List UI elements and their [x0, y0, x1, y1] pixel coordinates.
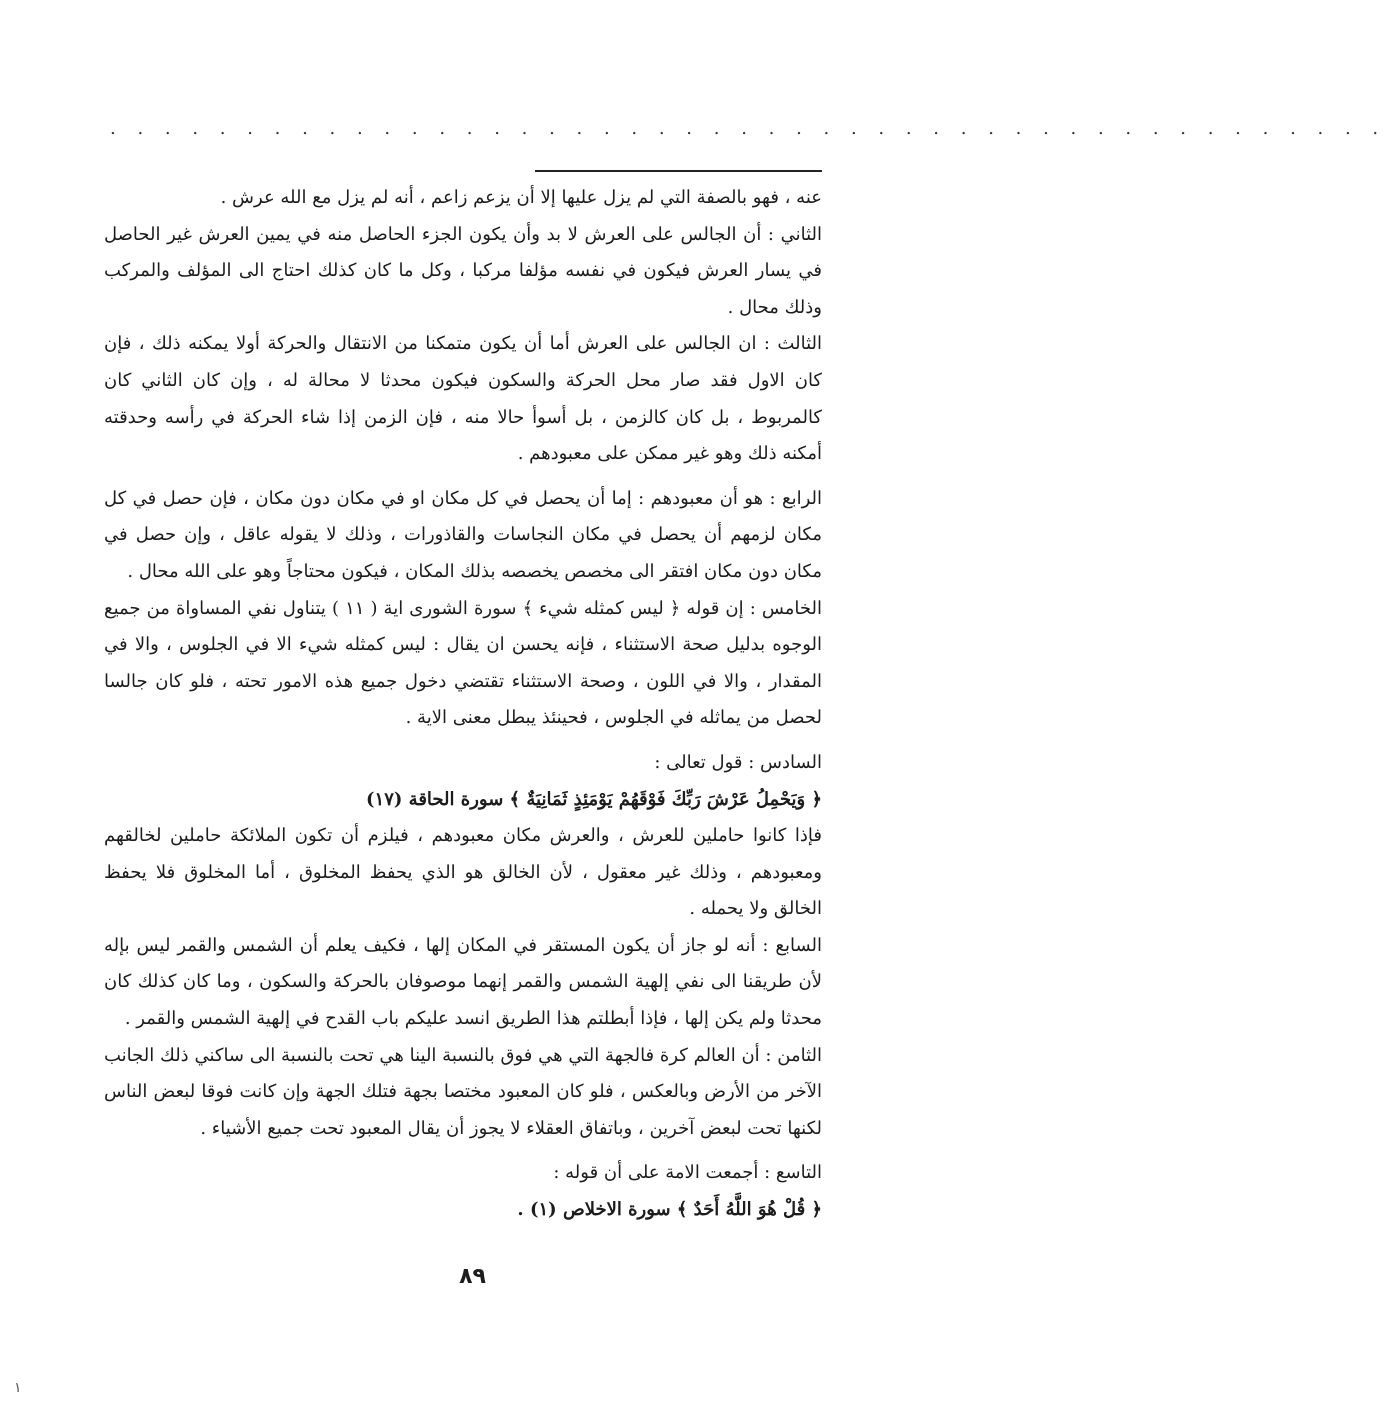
margin-mark: ١: [14, 1380, 22, 1396]
dotted-separator: . . . . . . . . . . . . . . . . . . . . . . . . . . . . . . . . . . . . . . . . . . . . . . .: [110, 118, 1386, 139]
page-number: ٨٩: [459, 1264, 486, 1289]
paragraph-ninth-intro: التاسع : أجمعت الامة على أن قوله :: [553, 1162, 822, 1184]
paragraph-sixth-intro: السادس : قول تعالى :: [654, 751, 822, 773]
quran-verse-ikhlas: ﴿ قُلْ هُوَ اللَّهُ أَحَدٌ ﴾ سورة الاخلاص (١) .: [517, 1199, 822, 1221]
paragraph-seventh: السابع : أنه لو جاز أن يكون المستقر في المكان إلها ، فكيف يعلم أن الشمس والقمر ليس بإله لأن طريقنا الى نفي إلهية الشمس والقمر إنهما موصوفان بالحركة والسكون ، وما كان كذلك كان محدثا ولم يكن إلها ، فإذا أبطلتم هذا الطريق انسد عليكم باب القدح في إلهية الشمس والقمر .: [104, 934, 822, 1030]
paragraph-sixth-body: فإذا كانوا حاملين للعرش ، والعرش مكان معبودهم ، فيلزم أن تكون الملائكة حاملين لخالقهم ومعبودهم ، وذلك غير معقول ، لأن الخالق هو الذي يحفظ المخلوق ، أما المخلوق فلا يحفظ الخالق ولا يحمله .: [104, 825, 822, 920]
paragraph-eighth: الثامن : أن العالم كرة فالجهة التي هي فوق بالنسبة الينا هي تحت بالنسبة الى ساكني ذلك الجانب الآخر من الأرض وبالعكس ، فلو كان المعبود مختصا بجهة فتلك الجهة وإن كانت فوقا لبعض الناس لكنها تحت لبعض آخرين ، وباتفاق العقلاء لا يجوز أن يقال المعبود تحت جميع الأشياء .: [104, 1044, 822, 1139]
footnote-rule: [535, 170, 822, 172]
quran-verse-haqqa: ﴿ وَيَحْمِلُ عَرْشَ رَبِّكَ فَوْقَهُمْ يَوْمَئِذٍ ثَمَانِيَةٌ ﴾ سورة الحاقة (١٧): [366, 788, 822, 810]
paragraph-fifth: الخامس : إن قوله ﴿ ليس كمثله شيء ﴾ سورة الشورى اية ( ١١ ) يتناول نفي المساواة من جميع الوجوه بدليل صحة الاستثناء ، فإنه يحسن ان يقال : ليس كمثله شيء الا في الجلوس ، والا في المقدار ، والا في اللون ، وصحة الاستثناء تقتضي دخول جميع هذه الامور تحته ، فلو كان جالسا لحصل من يماثله في الجلوس ، فحينئذ يبطل معنى الاية .: [104, 597, 823, 729]
paragraph-continuation: عنه ، فهو بالصفة التي لم يزل عليها إلا أن يزعم زاعم ، أنه لم يزل مع الله عرش .: [220, 187, 822, 208]
paragraph-third: الثالث : ان الجالس على العرش أما أن يكون متمكنا من الانتقال والحركة أولا يمكنه ذلك ، فإن كان الاول فقد صار محل الحركة والسكون فيكون محدثا لا محالة له ، وإن كان الثاني كان كالمربوط ، بل كان كالزمن ، بل أسوأ حالا منه ، فإن الزمن إذا شاء الحركة في رأسه وحدقته أمكنه ذلك وهو غير ممكن على معبودهم .: [104, 333, 822, 465]
page-body: [104, 180, 822, 1229]
paragraph-fourth: الرابع : هو أن معبودهم : إما أن يحصل في كل مكان او في مكان دون مكان ، فإن حصل في كل مكان لزمهم أن يحصل في مكان النجاسات والقاذورات ، وذلك لا يقوله عاقل ، وإن حصل في مكان دون مكان افتقر الى مخصص يخصصه بذلك المكان ، فيكون محتاجاً وهو على الله محال .: [104, 487, 822, 582]
paragraph-second: الثاني : أن الجالس على العرش لا بد وأن يكون الجزء الحاصل منه في يمين العرش غير الحاصل في يسار العرش فيكون في نفسه مؤلفا مركبا ، وكل ما كان كذلك احتاج الى المؤلف والمركب وذلك محال .: [104, 223, 822, 318]
